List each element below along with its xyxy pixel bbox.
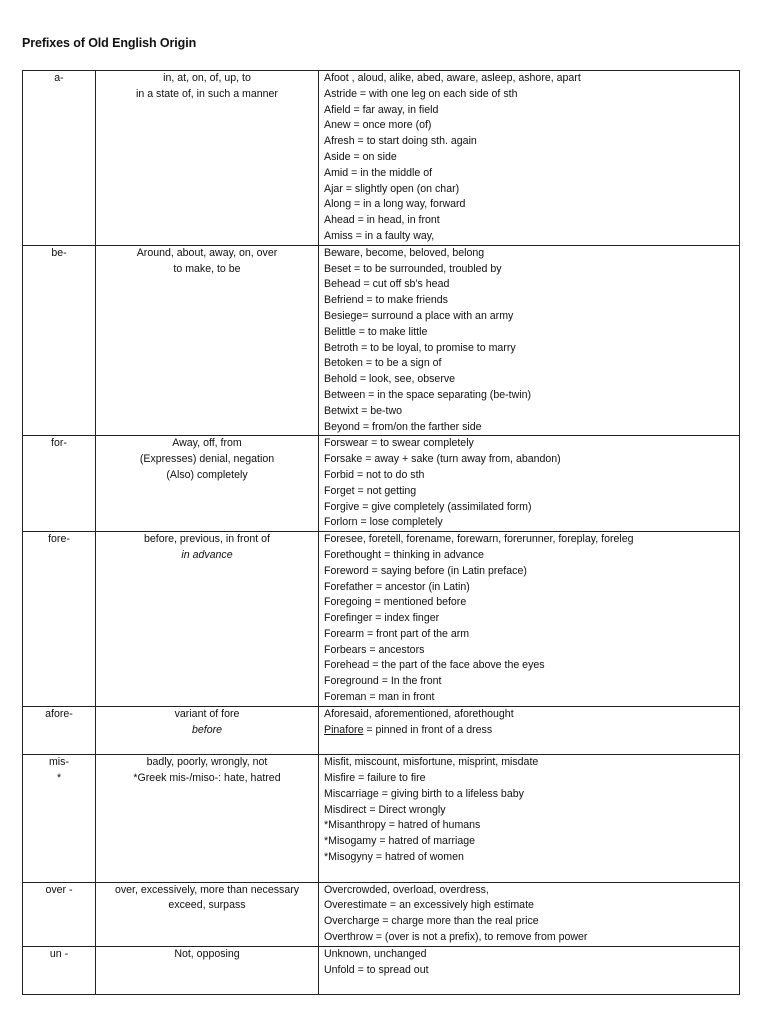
example-line: Afield = far away, in field bbox=[324, 103, 439, 116]
example-line: Amid = in the middle of bbox=[324, 166, 433, 179]
prefix-cell bbox=[23, 755, 96, 882]
example-line: Misdirect = Direct wrongly bbox=[324, 803, 446, 816]
example-line: Forbid = not to do sth bbox=[324, 468, 425, 481]
prefix-text: afore- bbox=[45, 707, 73, 720]
example-line: *Misanthropy = hatred of humans bbox=[324, 819, 481, 832]
example-line: Along = in a long way, forward bbox=[324, 198, 466, 211]
example-line: Behold = look, see, observe bbox=[324, 373, 456, 386]
prefix-text: a- bbox=[54, 72, 64, 84]
meaning-cell bbox=[96, 436, 319, 532]
underlined-word: Pinafore bbox=[324, 723, 364, 736]
example-line: Forgive = give completely (assimilated form) bbox=[324, 500, 532, 513]
prefix-cell bbox=[23, 532, 96, 707]
example-line bbox=[324, 723, 739, 739]
table-row bbox=[23, 245, 740, 436]
example-line: Besiege= surround a place with an army bbox=[324, 309, 514, 322]
example-line: Unknown, unchanged bbox=[324, 947, 427, 960]
example-line: Foregoing = mentioned before bbox=[324, 596, 467, 609]
examples-cell bbox=[319, 71, 740, 246]
example-line: Overcrowded, overload, overdress, bbox=[324, 883, 489, 896]
example-line: Overthrow = (over is not a prefix), to remove from power bbox=[324, 931, 588, 944]
example-line: Betoken = to be a sign of bbox=[324, 357, 442, 370]
example-line: Foreman = man in front bbox=[324, 691, 435, 704]
meaning-cell bbox=[96, 532, 319, 707]
meaning-text: in a state of, in such a manner bbox=[136, 87, 278, 100]
example-line: Miscarriage = giving birth to a lifeless baby bbox=[324, 787, 524, 800]
table-row bbox=[23, 706, 740, 754]
prefix-text: fore- bbox=[48, 533, 70, 546]
table-row bbox=[23, 71, 740, 246]
meaning-text: in advance bbox=[181, 548, 233, 561]
example-line: Forbears = ancestors bbox=[324, 643, 425, 656]
prefix-text: mis- bbox=[48, 756, 69, 769]
example-line: Forsake = away + sake (turn away from, abandon) bbox=[324, 453, 561, 466]
prefix-text: for- bbox=[51, 437, 67, 450]
example-line: Unfold = to spread out bbox=[324, 963, 429, 976]
prefix-text: un - bbox=[49, 947, 69, 960]
examples-cell bbox=[319, 245, 740, 436]
prefix-cell bbox=[23, 436, 96, 532]
example-line: Behead = cut off sb’s head bbox=[324, 278, 450, 291]
example-line: *Misogamy = hatred of marriage bbox=[324, 835, 476, 848]
example-line: Betroth = to be loyal, to promise to marry bbox=[324, 341, 516, 354]
examples-cell bbox=[319, 882, 740, 946]
example-line: Afoot , aloud, alike, abed, aware, asleep, ashore, apart bbox=[324, 72, 581, 84]
meaning-text: to make, to be bbox=[173, 262, 241, 275]
table-row bbox=[23, 532, 740, 707]
example-line: Afresh = to start doing sth. again bbox=[324, 135, 477, 148]
meaning-text: badly, poorly, wrongly, not bbox=[146, 756, 268, 769]
prefix-cell bbox=[23, 882, 96, 946]
meaning-text: *Greek mis-/miso-: hate, hatred bbox=[133, 772, 281, 785]
meaning-text: variant of fore bbox=[174, 707, 240, 720]
meaning-cell bbox=[96, 946, 319, 994]
meaning-cell bbox=[96, 71, 319, 246]
meaning-text: in, at, on, of, up, to bbox=[163, 72, 251, 84]
example-line: Overcharge = charge more than the real price bbox=[324, 915, 539, 928]
meaning-cell bbox=[96, 245, 319, 436]
meaning-cell bbox=[96, 755, 319, 882]
meaning-text: (Expresses) denial, negation bbox=[139, 453, 275, 466]
examples-cell bbox=[319, 532, 740, 707]
example-line: Belittle = to make little bbox=[324, 325, 428, 338]
example-line: Befriend = to make friends bbox=[324, 294, 448, 307]
table-row bbox=[23, 436, 740, 532]
example-line: Beset = to be surrounded, troubled by bbox=[324, 262, 502, 275]
example-line: Foresee, foretell, forename, forewarn, forerunner, foreplay, foreleg bbox=[324, 533, 634, 546]
example-line: Forehead = the part of the face above the eyes bbox=[324, 659, 545, 672]
example-line: Forlorn = lose completely bbox=[324, 516, 443, 529]
example-line: Forethought = thinking in advance bbox=[324, 548, 484, 561]
example-line: Forswear = to swear completely bbox=[324, 437, 474, 450]
prefix-cell bbox=[23, 946, 96, 994]
prefix-table bbox=[22, 70, 740, 995]
example-line: Aforesaid, aforementioned, aforethought bbox=[324, 707, 514, 720]
meaning-text: exceed, surpass bbox=[168, 899, 246, 912]
prefix-cell bbox=[23, 71, 96, 246]
example-line: Overestimate = an excessively high estimate bbox=[324, 899, 534, 912]
table-row bbox=[23, 755, 740, 882]
meaning-text: Around, about, away, on, over bbox=[136, 246, 278, 259]
prefix-text: over - bbox=[45, 883, 73, 896]
example-line: Astride = with one leg on each side of sth bbox=[324, 87, 518, 100]
table-row bbox=[23, 946, 740, 994]
example-line: Forefinger = index finger bbox=[324, 612, 440, 625]
example-line: Forearm = front part of the arm bbox=[324, 627, 470, 640]
example-line: Amiss = in a faulty way, bbox=[324, 229, 435, 242]
example-line: Beware, become, beloved, belong bbox=[324, 246, 485, 259]
prefix-text: * bbox=[56, 772, 62, 785]
page-title: Prefixes of Old English Origin bbox=[22, 36, 197, 50]
example-line: Aside = on side bbox=[324, 150, 397, 163]
meaning-text: before, previous, in front of bbox=[143, 533, 271, 546]
meaning-text: before bbox=[191, 723, 223, 736]
example-line: Anew = once more (of) bbox=[324, 119, 432, 132]
example-line: *Misogyny = hatred of women bbox=[324, 851, 464, 864]
meaning-text: over, excessively, more than necessary bbox=[114, 883, 300, 896]
table-row bbox=[23, 882, 740, 946]
example-line: Forefather = ancestor (in Latin) bbox=[324, 580, 470, 593]
meaning-text: (Also) completely bbox=[166, 468, 248, 481]
meaning-text: Away, off, from bbox=[172, 437, 242, 450]
example-line: Betwixt = be-two bbox=[324, 404, 403, 417]
prefix-cell bbox=[23, 706, 96, 754]
table-body bbox=[23, 71, 740, 995]
example-line: Foreword = saying before (in Latin preface) bbox=[324, 564, 527, 577]
example-rest: = pinned in front of a dress bbox=[363, 723, 493, 736]
example-line: Misfire = failure to fire bbox=[324, 772, 426, 785]
examples-cell bbox=[319, 706, 740, 754]
example-line: Misfit, miscount, misfortune, misprint, misdate bbox=[324, 756, 539, 769]
examples-cell bbox=[319, 436, 740, 532]
meaning-cell bbox=[96, 882, 319, 946]
example-line: Foreground = In the front bbox=[324, 675, 442, 688]
example-line: Ahead = in head, in front bbox=[324, 214, 440, 227]
prefix-text: be- bbox=[51, 246, 67, 259]
meaning-cell bbox=[96, 706, 319, 754]
meaning-text: Not, opposing bbox=[174, 947, 240, 960]
example-line: Between = in the space separating (be-twin) bbox=[324, 388, 531, 401]
examples-cell bbox=[319, 755, 740, 882]
example-line: Forget = not getting bbox=[324, 484, 417, 497]
prefix-cell bbox=[23, 245, 96, 436]
example-line: Beyond = from/on the farther side bbox=[324, 420, 482, 433]
examples-cell bbox=[319, 946, 740, 994]
example-line: Ajar = slightly open (on char) bbox=[324, 182, 460, 195]
